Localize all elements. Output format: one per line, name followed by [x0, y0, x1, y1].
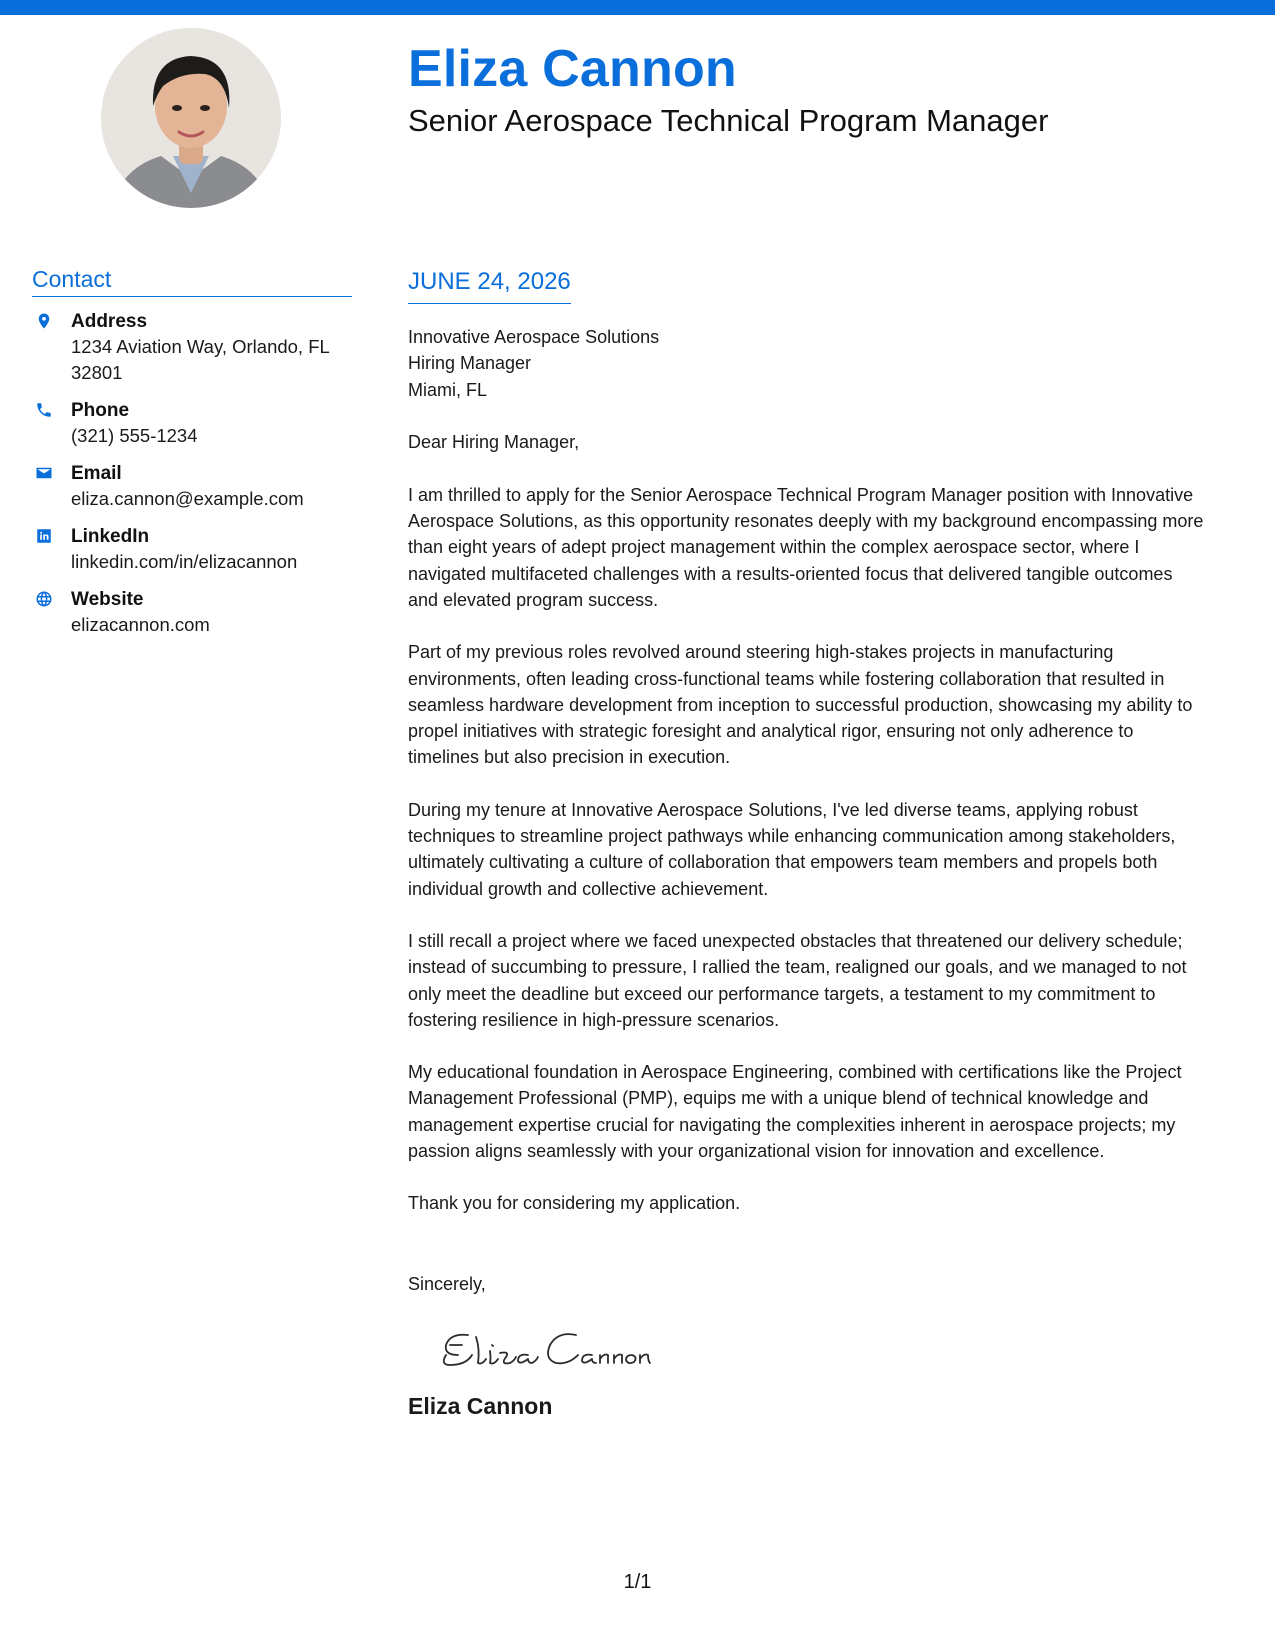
paragraph-line: Aerospace Solutions, as this opportunity resonates deeply with my background encompassing more	[408, 511, 1204, 532]
paragraph-line: management expertise crucial for navigating the complexities inherent in aerospace projects; my	[408, 1114, 1176, 1135]
paragraph-line: I still recall a project where we faced unexpected obstacles that threatened our delivery schedule;	[408, 930, 1183, 951]
address-label: Address	[71, 310, 148, 332]
contact-linkedin	[32, 524, 352, 575]
paragraph-line: My educational foundation in Aerospace Engineering, combined with certifications like the Project	[408, 1062, 1182, 1083]
signer-name: Eliza Cannon	[408, 1393, 553, 1420]
paragraph-6	[408, 1190, 1248, 1216]
website-value[interactable]: elizacannon.com	[71, 613, 210, 635]
paragraph-line: propel initiatives with strategic foresight and analytical rigor, ensuring not only adherence to	[408, 721, 1134, 742]
website-label: Website	[71, 588, 144, 610]
contact-website	[32, 587, 352, 638]
recipient-company: Innovative Aerospace Solutions	[408, 326, 660, 347]
paragraph-2	[408, 639, 1248, 770]
paragraph-line: I am thrilled to apply for the Senior Aerospace Technical Program Manager position with Innovative	[408, 484, 1194, 505]
paragraph-line: fostering resilience in high-pressure scenarios.	[408, 1009, 780, 1030]
phone-label: Phone	[71, 399, 130, 421]
handwritten-signature	[436, 1315, 1248, 1379]
recipient-title: Hiring Manager	[408, 353, 532, 374]
paragraph-4	[408, 928, 1248, 1033]
top-accent-bar	[0, 0, 1275, 15]
phone-icon	[34, 400, 54, 420]
email-value[interactable]: eliza.cannon@example.com	[71, 487, 304, 509]
contact-heading: Contact	[32, 266, 352, 297]
avatar	[101, 28, 281, 208]
linkedin-label: LinkedIn	[71, 525, 150, 547]
paragraph-line: During my tenure at Innovative Aerospace Solutions, I've led diverse teams, applying robust	[408, 799, 1138, 820]
contact-phone	[32, 398, 352, 449]
paragraph-line: Part of my previous roles revolved around steering high-stakes projects in manufacturing	[408, 642, 1114, 663]
contact-email	[32, 461, 352, 512]
letter-date: JUNE 24, 2026	[408, 268, 571, 304]
paragraph-line: only meet the deadline but exceed our performance targets, a testament to my commitment to	[408, 983, 1156, 1004]
paragraph-line: than eight years of adept project management within the complex aerospace sector, where I	[408, 537, 1140, 558]
paragraph-5	[408, 1059, 1248, 1164]
address-line-2: 32801	[71, 361, 123, 383]
paragraph-line: techniques to streamline project pathways while enhancing communication among stakeholders,	[408, 826, 1176, 847]
paragraph-3	[408, 797, 1248, 902]
address-line-1: 1234 Aviation Way, Orlando, FL	[71, 335, 330, 357]
paragraph-line: environments, often leading cross-functional teams while fostering collaboration that resulted in	[408, 668, 1165, 689]
applicant-name: Eliza Cannon	[408, 40, 737, 98]
paragraph-line: timelines but also precision in execution.	[408, 747, 731, 768]
paragraph-line: passion aligns seamlessly with your organizational vision for innovation and excellence.	[408, 1141, 1105, 1162]
letter-body	[408, 268, 1248, 1421]
paragraph-1	[408, 482, 1248, 613]
paragraph-line: and elevated program success.	[408, 589, 659, 610]
linkedin-value[interactable]: linkedin.com/in/elizacannon	[71, 550, 298, 572]
contact-sidebar	[32, 266, 352, 638]
page-number: 1/1	[623, 1571, 652, 1593]
salutation: Dear Hiring Manager,	[408, 432, 580, 453]
closing: Sincerely,	[408, 1273, 486, 1294]
linkedin-icon	[34, 526, 54, 546]
job-title: Senior Aerospace Technical Program Manager	[408, 103, 1049, 138]
paragraph-line: instead of succumbing to pressure, I rallied the team, realigned our goals, and we managed to not	[408, 957, 1187, 978]
recipient-location: Miami, FL	[408, 379, 488, 400]
email-label: Email	[71, 462, 122, 484]
paragraph-line: Thank you for considering my application.	[408, 1193, 741, 1214]
paragraph-line: seamless hardware development from inception to successful production, showcasing my ability to	[408, 694, 1193, 715]
globe-icon	[34, 589, 54, 609]
envelope-icon	[34, 463, 54, 483]
phone-value[interactable]: (321) 555-1234	[71, 424, 198, 446]
profile-photo	[101, 28, 281, 208]
map-pin-icon	[34, 311, 54, 331]
contact-address	[32, 309, 352, 386]
paragraph-line: individual growth and collective achievement.	[408, 878, 769, 899]
paragraph-line: ultimately cultivating a culture of collaboration that empowers team members and propels both	[408, 852, 1158, 873]
paragraph-line: Management Professional (PMP), equips me with a unique blend of technical knowledge and	[408, 1088, 1149, 1109]
paragraph-line: navigated multifaceted challenges with a results-oriented focus that delivered tangible outcomes	[408, 563, 1173, 584]
recipient-block	[408, 324, 1248, 404]
